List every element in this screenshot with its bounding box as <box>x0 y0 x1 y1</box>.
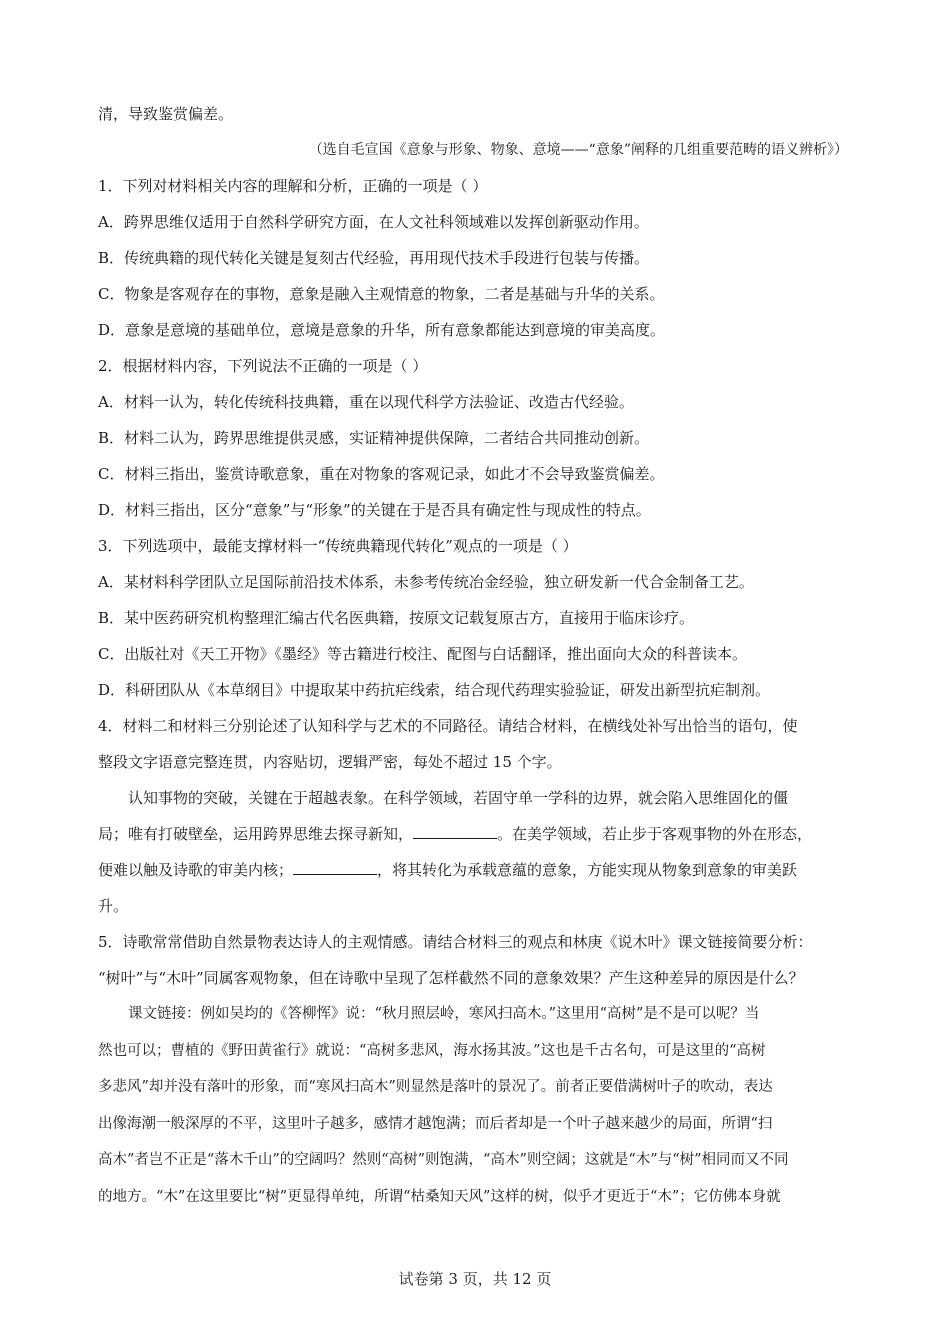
option-c: C．材料三指出，鉴赏诗歌意象，重在对物象的客观记录，如此才不会导致鉴赏偏差。 <box>98 465 665 483</box>
intro-line: 清，导致鉴赏偏差。 <box>98 105 234 123</box>
passage-line-2 <box>98 816 858 852</box>
question-stem: 1．下列对材料相关内容的理解和分析，正确的一项是（ ） <box>98 177 488 195</box>
option-a: A．材料一认为，转化传统科技典籍，重在以现代科学方法验证、改造古代经验。 <box>98 393 634 411</box>
option-a: A．跨界思维仅适用于自然科学研究方面，在人文社科领域难以发挥创新驱动作用。 <box>98 213 649 231</box>
option-c: C．物象是客观存在的事物，意象是融入主观情意的物象，二者是基础与升华的关系。 <box>98 285 665 303</box>
passage-text: 局；唯有打破壁垒，运用跨界思维去探寻新知， <box>98 825 414 843</box>
page-content <box>98 96 858 1215</box>
option-d: D．意象是意境的基础单位，意境是意象的升华，所有意象都能达到意境的审美高度。 <box>98 321 666 339</box>
passage-line-3 <box>98 852 858 888</box>
text-link-line-5: 高木”者岂不正是“落木千山”的空阔吗？然则“高树”则饱满，“高木”则空阔；这就是“木”与“树”相同而又不同 <box>98 1152 789 1168</box>
option-d: D．科研团队从《本草纲目》中提取某中药抗疟线索，结合现代药理实验验证，研发出新型抗疟制剂。 <box>98 681 771 699</box>
passage-text: 。在美学领域，若止步于客观事物的外在形态， <box>497 825 813 843</box>
option-c: C．出版社对《天工开物》《墨经》等古籍进行校注、配图与白话翻译，推出面向大众的科普读本。 <box>98 645 747 663</box>
option-b: B．材料二认为，跨界思维提供灵感，实证精神提供保障，二者结合共同推动创新。 <box>98 429 650 447</box>
question-stem: 2．根据材料内容，下列说法不正确的一项是（ ） <box>98 357 428 375</box>
question-stem-line-2: “树叶”与“木叶”同属客观物象，但在诗歌中呈现了怎样截然不同的意象效果？产生这种差异的原因是什么？ <box>98 969 804 987</box>
text-link-line-6: 的地方。“木”在这里要比“树”更显得单纯，所谓“枯桑知天风”这样的树，似乎才更近于“木”；它仿佛本身就 <box>98 1188 781 1205</box>
passage-line-4: 升。 <box>98 897 129 915</box>
option-b: B．传统典籍的现代转化关键是复刻古代经验，再用现代技术手段进行包装与传播。 <box>98 249 650 267</box>
question-stem-line-1: 4．材料二和材料三分别论述了认知科学与艺术的不同路径。请结合材料，在横线处补写出恰当的语句，使 <box>98 717 798 735</box>
text-link-line-2: 然也可以；曹植的《野田黄雀行》就说：“高树多悲风，海水扬其波。”这也是千古名句，可是这里的“高树 <box>98 1042 766 1059</box>
question-stem: 3．下列选项中，最能支撑材料一“传统典籍现代转化”观点的一项是（ ） <box>98 537 578 555</box>
answer-blank-2[interactable] <box>293 860 377 875</box>
source-citation: （选自毛宣国《意象与形象、物象、意境——“意象”阐释的几组重要范畴的语义辨析》） <box>308 142 848 158</box>
text-link-line-3: 多悲风”却并没有落叶的形象，而“寒风扫高木”则显然是落叶的景况了。前者正要借满树叶子的吹动，表达 <box>98 1079 773 1095</box>
text-link-line-4: 出像海潮一般深厚的不平，这里叶子越多，感情才越饱满；而后者却是一个叶子越来越少的局面，所谓“扫 <box>98 1115 773 1132</box>
option-b: B．某中医药研究机构整理汇编古代名医典籍，按原文记载复原古方，直接用于临床诊疗。 <box>98 609 695 627</box>
question-5 <box>98 924 858 1215</box>
question-1 <box>98 168 858 348</box>
question-stem-line-1: 5．诗歌常常借助自然景物表达诗人的主观情感。请结合材料三的观点和林庚《说木叶》课文链接简要分析： <box>98 933 813 951</box>
answer-blank-1[interactable] <box>413 824 497 839</box>
question-3 <box>98 528 858 708</box>
text-link-line-1: 课文链接：例如吴均的《答柳恽》说：“秋月照层岭，寒风扫高木。”这里用“高树”是不是可以呢？当 <box>128 1006 760 1022</box>
question-2 <box>98 348 858 528</box>
passage-line-1: 认知事物的突破，关键在于超越表象。在科学领域，若固守单一学科的边界，就会陷入思维固化的僵 <box>128 789 789 807</box>
passage-text: 便难以触及诗歌的审美内核； <box>98 861 294 879</box>
page-footer: 试卷第 3 页，共 12 页 <box>398 1270 552 1288</box>
passage-text: ，将其转化为承载意蕴的意象，方能实现从物象到意象的审美跃 <box>377 861 798 879</box>
option-a: A．某材料科学团队立足国际前沿技术体系，未参考传统冶金经验，独立研发新一代合金制备工艺。 <box>98 573 754 591</box>
question-stem-line-2: 整段文字语意完整连贯，内容贴切，逻辑严密，每处不超过 15 个字。 <box>98 753 562 771</box>
option-d: D．材料三指出，区分“意象”与“形象”的关键在于是否具有确定性与现成性的特点。 <box>98 501 651 519</box>
question-4 <box>98 708 858 924</box>
